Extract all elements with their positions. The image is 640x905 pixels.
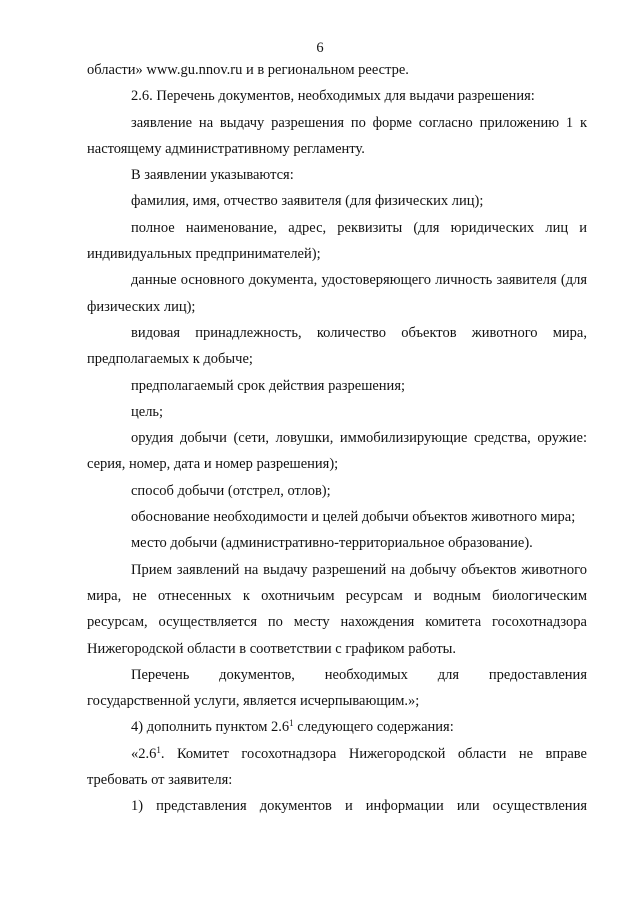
paragraph: фамилия, имя, отчество заявителя (для физических лиц); <box>131 193 484 210</box>
paragraph: цель; <box>131 403 164 420</box>
item-2-6-1-number: «2.6 <box>131 745 157 762</box>
paragraph: место добычи (административно-территориальное образование). <box>131 535 533 552</box>
paragraph: способ добычи (отстрел, отлов); <box>131 482 331 499</box>
paragraph-item-2-6-1 <box>87 741 587 794</box>
item-4-superscript: 1 <box>289 718 294 729</box>
paragraph: В заявлении указываются: <box>131 167 294 184</box>
item-4-text: 4) дополнить пунктом 2.6 <box>131 719 290 736</box>
paragraph: Перечень документов, необходимых для предоставления государственной услуги, является исчерпывающим.»; <box>87 666 587 710</box>
paragraph: полное наименование, адрес, реквизиты (для юридических лиц и индивидуальных предпринимателей); <box>87 219 587 263</box>
item-2-6-1-superscript: 1 <box>156 744 161 755</box>
paragraph: предполагаемый срок действия разрешения; <box>131 377 406 394</box>
paragraph: орудия добычи (сети, ловушки, иммобилизирующие средства, оружие: серия, номер, дата и номер разрешения); <box>87 430 587 473</box>
page-number: 6 <box>316 40 324 56</box>
paragraph-last: 1) представления документов и информации или осуществления <box>131 798 587 815</box>
paragraph: области» www.gu.nnov.ru и в региональном реестре. <box>87 62 409 78</box>
paragraph: видовая принадлежность, количество объектов животного мира, предполагаемых к добыче; <box>87 324 587 368</box>
item-4-text-end: следующего содержания: <box>293 719 454 736</box>
document-body <box>87 57 587 820</box>
paragraph: 2.6. Перечень документов, необходимых для выдачи разрешения: <box>131 88 535 105</box>
paragraph-item-4 <box>87 714 587 740</box>
paragraph: Прием заявлений на выдачу разрешений на добычу объектов животного мира, не отнесенных к охотничьим ресурсам и водным биологическим ресурсам, осуществляется по месту нахождения комитета госохотнадзора Нижегородской области в соответствии с графиком работы. <box>87 561 587 657</box>
paragraph: данные основного документа, удостоверяющего личность заявителя (для физических лиц); <box>87 272 587 315</box>
item-2-6-1-text: . Комитет госохотнадзора Нижегородской области не вправе требовать от заявителя: <box>87 745 587 789</box>
paragraph: обоснование необходимости и целей добычи объектов животного мира; <box>131 509 576 526</box>
paragraph: заявление на выдачу разрешения по форме согласно приложению 1 к настоящему административному регламенту. <box>87 114 587 157</box>
